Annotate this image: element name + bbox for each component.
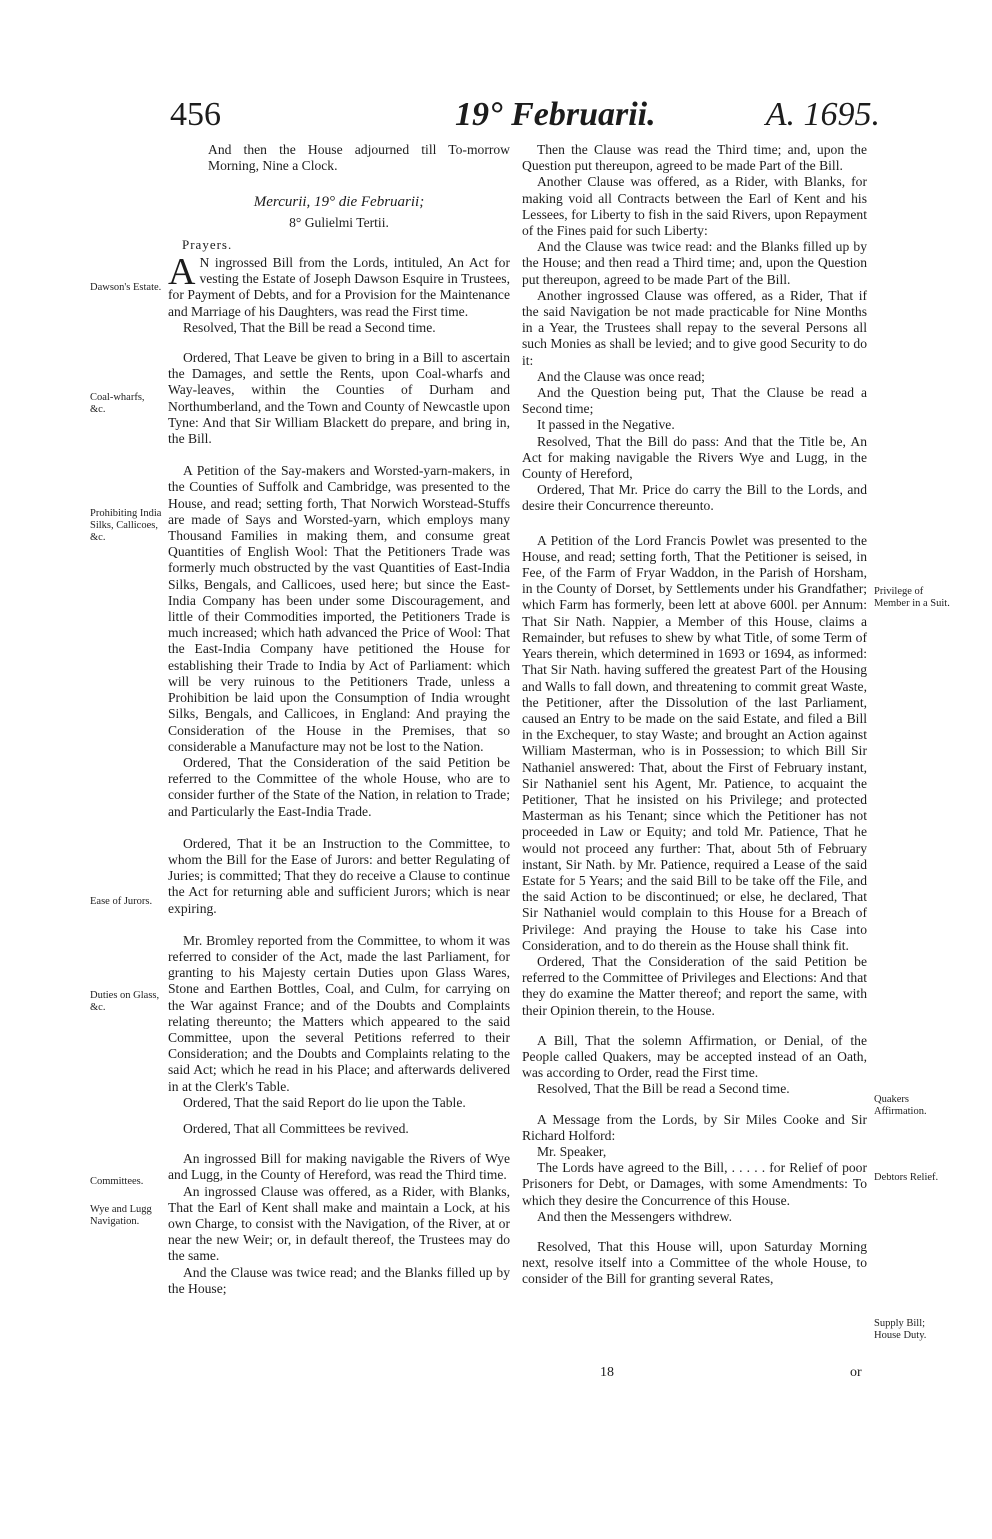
bill-pass-resolved: Resolved, That the Bill do pass: And that the Title be, An Act for making navigable the Rivers Wye and Lugg, in the County of Hereford, [522, 433, 867, 482]
lords-agreed: The Lords have agreed to the Bill, . . . . . for Relief of poor Prisoners for Debt, or Damages, with some Amendments: To which they desire the Concurrence of this House. [522, 1160, 867, 1208]
wye-clause-read: And the Clause was twice read; and the Blanks filled up by the House; [168, 1264, 510, 1296]
margin-note-glass: Duties on Glass, &c. [90, 990, 160, 1013]
adjourn-paragraph: And then the House adjourned till To-morrow Morning, Nine a Clock. [208, 142, 510, 174]
margin-note-debtors: Debtors Relief. [874, 1172, 939, 1183]
wye-clause: An ingrossed Clause was offered, as a Rider, with Blanks, That the Earl of Kent shall make and maintain a Lock, at his own Charge, to consist with the Navigation, of the River, at or near the new Weir; or, in default thereof, the Trustees may do the same. [168, 1183, 510, 1264]
dawson-entry [168, 251, 510, 320]
silks-ordered: Ordered, That the Consideration of the said Petition be referred to the Committee of the whole House, who are to consider further of the State of the Nation, in relation to Trade; and Particularly the East-India Trade. [168, 754, 510, 819]
margin-note-jurors: Ease of Jurors. [90, 896, 153, 907]
powlet-petition: A Petition of the Lord Francis Powlet was presented to the House, and read; setting forth, That the Petitioner is seised, in Fee, of the Farm of Fryar Waddon, in the Parish of Horsham, in the County of Dorset, by Settlements under his Grandfather; which Farm has formerly, been lett at above 600l. per Annum: That Sir Nath. Nappier, a Member of this House, claims a Remainder, but refuses to shew by what Title, of some Term of Years therein, which determined in 1693 or 1694, as informed: That Sir Nath. having suffered the greatest Part of the Housing and Walls to fall down, and threatening to commit great Waste, the Petitioner, after the Dissolution of the last Parliament, caused an Entry to be made on the said Estate, and filed a Bill in the Exchequer, to stay Waste; and brought an Action against William Masterman, who is in Possession; to which Bill Sir Nathaniel answered: That, about the First of February instant, Sir Nathaniel sent his Agent, Mr. Patience, to acquaint the Petitioner, That he insisted on his Privilege; and protected Masterman as his Tenant; since which the Petitioner has not proceeded in Law or Equity; and told Mr. Patience, That he would not proceed any further: That, about 5th of February instant, Sir Nath. by Mr. Patience, required a Lease of the said Estate for 5 Years; and the said Bill to be take off the File, and the said Action to be discontinued; or else, he declared, That Sir Nathaniel would complain to this House for a Breach of Privilege: And praying the House to take his Case into Consideration, and to do therein as the House shall think fit. [522, 532, 867, 953]
margin-note-privilege: Privilege of Member in a Suit. [874, 586, 950, 609]
margin-note-coal: Coal-wharfs, &c. [90, 392, 145, 415]
margin-note-dawson: Dawson's Estate. [90, 282, 162, 293]
regnal-year: 8° Gulielmi Tertii. [289, 214, 389, 230]
header-date: 19° Februarii. [455, 96, 656, 133]
clause-once-read: And the Clause was once read; [536, 368, 705, 384]
dawson-resolved: Resolved, That the Bill be read a Second time. [182, 319, 436, 335]
glass-ordered: Ordered, That the said Report do lie upon the Table. [182, 1094, 466, 1110]
page-number: 456 [170, 96, 221, 133]
dawson-paragraph: N ingrossed Bill from the Lords, intituled, An Act for vesting the Estate of Joseph Dawson Esquire in Trustees, for Payment of Debts, and for a Provision for the Maintenance and Marriage of his Daughters, was read the First time. [168, 255, 510, 319]
quakers-bill: A Bill, That the solemn Affirmation, or Denial, of the People called Quakers, may be accepted instead of an Oath, was according to Order, read the First time. [522, 1032, 867, 1081]
coal-paragraph: Ordered, That Leave be given to bring in a Bill to ascertain the Damages, and settle the Rents, upon Coal-wharfs and Way-leaves, within the Counties of Durham and Northumberland, and the Town and County of Newcastle upon Tyne: And that Sir William Blackett do prepare, and bring in, the Bill. [168, 350, 510, 447]
messengers-withdrew: And then the Messengers withdrew. [536, 1208, 733, 1224]
rider-fishing-read: And the Clause was twice read: and the Blanks filled up by the House; and then read a Third time; and, upon the Question put thereupon, agreed to be made Part of the Bill. [522, 239, 867, 287]
question-put: And the Question being put, That the Clause be read a Second time; [522, 385, 867, 417]
prayers-heading: Prayers. [182, 236, 233, 252]
drop-cap: A [168, 251, 196, 294]
negative: It passed in the Negative. [536, 417, 675, 433]
header-year: A. 1695. [765, 96, 880, 133]
margin-note-quakers: Quakers Affirmation. [874, 1094, 927, 1117]
day-title: Mercurii, 19° die Februarii; [253, 194, 425, 211]
silks-petition: A Petition of the Say-makers and Worsted-yarn-makers, in the Counties of Suffolk and Cambridge, was presented to the House, and read; setting forth, That Norwich Worstead-Stuffs are made of Says and Worsted-yarn, which employs many Thousand Families in making them, and consume great Quantities of English Wool: That the Petitioners Trade was formerly much obstructed by the vast Quantities of East-India Silks, Bengals, and Callicoes, used here; but since the East-India Company has been under some Discouragement, and little of their Commodities imported, the Petitioners Trade is much increased; which hath advanced the Price of Wool: That the East-India Company have petitioned the House for establishing their Trade to India by Act of Parliament: which will be very ruinous to the Petitioners Trade, unless a Prohibition be laid upon the Consumption of India wrought Silks, Bengals, and Callicoes, in England: And praying the Consideration of the House in the Premises, that so considerable a Manufacture may not be lost to the Nation. [168, 463, 510, 754]
right-column [522, 142, 867, 1288]
margin-note-silks: Prohibiting India Silks, Callicoes, &c. [90, 508, 162, 543]
margin-note-committees: Committees. [90, 1176, 144, 1187]
lords-message: A Message from the Lords, by Sir Miles Cooke and Sir Richard Holford: [522, 1111, 867, 1143]
page-header [160, 96, 880, 140]
rider-third-reading: Then the Clause was read the Third time; and, upon the Question put thereupon, agreed to be made Part of the Bill. [522, 142, 867, 174]
left-column [168, 142, 510, 1297]
mr-speaker: Mr. Speaker, [536, 1143, 607, 1159]
supply-resolved: Resolved, That this House will, upon Saturday Morning next, resolve itself into a Committee of the whole House, to consider of the Bill for granting several Rates, [522, 1239, 867, 1287]
quakers-resolved: Resolved, That the Bill be read a Second time. [536, 1081, 790, 1097]
powlet-ordered: Ordered, That the Consideration of the said Petition be referred to the Committee of Privileges and Elections: And that they do examine the Matter thereof; and report the same, with their Opinion therein, to the House. [522, 953, 867, 1018]
jurors-paragraph: Ordered, That it be an Instruction to the Committee, to whom the Bill for the Ease of Jurors: and better Regulating of Juries; is committed; That they do receive a Clause to continue the Act for returning able and sufficient Jurors; which is near expiring. [168, 835, 510, 916]
catchword: or [850, 1365, 862, 1380]
rider-navigation-clause: Another ingrossed Clause was offered, as a Rider, That if the said Navigation be not made practicable for Nine Months in a Year, the Trustees shall repay to the several Persons all such Monies as shall be levied; and to give good Security to do it: [522, 287, 867, 368]
wye-bill: An ingrossed Bill for making navigable the Rivers of Wye and Lugg, in the County of Hereford, was read the Third time. [168, 1151, 510, 1183]
margin-note-supply: Supply Bill; House Duty. [874, 1318, 927, 1341]
glass-report: Mr. Bromley reported from the Committee, to whom it was referred to consider of the Act, made the last Parliament, for granting to his Majesty certain Duties upon Glass Wares, Stone and Earthen Bottles, Coal, and Culm, for carrying on the War against France; and of the Doubts and Complaints relating thereunto; the Matters which appeared to the said Committee, upon the several Petitions referred to their Consideration; and the Doubts and Complaints relating to the said Act; which he read in his Place; and afterwards delivered in at the Clerk's Table. [168, 932, 510, 1094]
rider-fishing-clause: Another Clause was offered, as a Rider, with Blanks, for making void all Contracts between the Earl of Kent and his Lessees, for Liberty to fish in the said Rivers, upon Repayment of the Fines paid for such Liberty: [522, 174, 867, 239]
signature-mark: 18 [600, 1365, 614, 1380]
committees-paragraph: Ordered, That all Committees be revived. [182, 1120, 409, 1136]
margin-note-wye: Wye and Lugg Navigation. [90, 1204, 152, 1227]
carry-to-lords: Ordered, That Mr. Price do carry the Bill to the Lords, and desire their Concurrence thereunto. [522, 482, 867, 514]
